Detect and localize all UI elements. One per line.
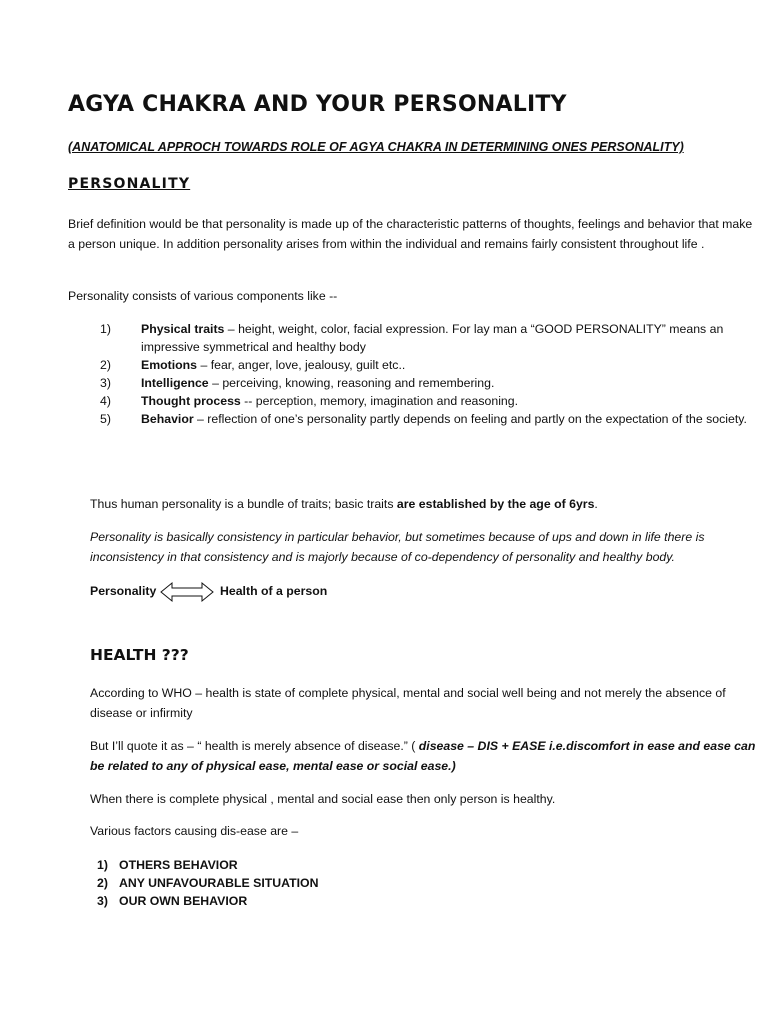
list-item	[100, 410, 760, 428]
list-number: 3)	[97, 894, 108, 908]
health-heading: HEALTH ???	[90, 646, 189, 664]
page-title: AGYA CHAKRA AND YOUR PERSONALITY	[68, 92, 567, 117]
components-intro: Personality consists of various components like --	[68, 289, 338, 303]
list-item	[100, 320, 760, 356]
components-list	[100, 320, 760, 428]
component-term: Thought process	[141, 394, 241, 408]
factors-list	[97, 856, 757, 910]
traits-paragraph	[90, 494, 760, 514]
list-number: 2)	[97, 876, 108, 890]
factor-text: OTHERS BEHAVIOR	[119, 858, 238, 872]
component-text: – perceiving, knowing, reasoning and remembering.	[208, 376, 495, 390]
list-number: 4)	[100, 394, 111, 408]
list-number: 1)	[100, 322, 111, 336]
factor-text: OUR OWN BEHAVIOR	[119, 894, 248, 908]
list-number: 1)	[97, 858, 108, 872]
component-text: -- perception, memory, imagination and reasoning.	[240, 394, 519, 408]
component-text: – reflection of one’s personality partly depends on feeling and partly on the expectation of the society.	[193, 412, 747, 426]
definition-paragraph: Brief definition would be that personality is made up of the characteristic patterns of thoughts, feelings and behavior that make a person unique. In addition personality arises from within the individual and remains fairly consistent throughout life .	[68, 217, 753, 251]
relation-right-label: Health of a person	[220, 584, 328, 598]
traits-end: .	[594, 497, 598, 511]
double-arrow-icon	[160, 581, 214, 603]
quote-italic: disease – DIS + EASE i.e.discomfort in ease and ease can be related to any of physical ease, mental ease or social ease.)	[90, 739, 756, 773]
list-item	[97, 874, 757, 892]
quote-text: But I’ll quote it as – “ health is merely absence of disease.” (	[90, 739, 419, 753]
list-item	[100, 392, 760, 410]
factor-text: ANY UNFAVOURABLE SITUATION	[119, 876, 319, 890]
list-item	[100, 374, 760, 392]
personality-heading: PERSONALITY	[68, 176, 191, 192]
relation-left-label: Personality	[90, 584, 157, 598]
subtitle: (ANATOMICAL APPROCH TOWARDS ROLE OF AGYA CHAKRA IN DETERMINING ONES PERSONALITY)	[68, 140, 684, 154]
list-item	[97, 856, 757, 874]
component-text: – fear, anger, love, jealousy, guilt etc..	[197, 358, 406, 372]
component-term: Physical traits	[141, 322, 225, 336]
consistency-paragraph: Personality is basically consistency in particular behavior, but sometimes because of ups and down in life there is inconsistency in that consistency and is majorly because of co-dependency of personality and healthy body.	[90, 530, 705, 564]
component-text: – height, weight, color, facial expression. For lay man a “GOOD PERSONALITY” means an impressive symmetrical and healthy body	[141, 322, 724, 354]
healthy-paragraph: When there is complete physical , mental and social ease then only person is healthy.	[90, 792, 556, 806]
personality-health-relation	[90, 581, 328, 601]
list-number: 3)	[100, 376, 111, 390]
list-item	[100, 356, 760, 374]
component-term: Behavior	[141, 412, 194, 426]
component-term: Intelligence	[141, 376, 209, 390]
traits-bold: are established by the age of 6yrs	[396, 497, 595, 511]
list-number: 2)	[100, 358, 111, 372]
list-number: 5)	[100, 412, 111, 426]
who-paragraph: According to WHO – health is state of complete physical, mental and social well being and not merely the absence of disease or infirmity	[90, 686, 726, 720]
traits-text: Thus human personality is a bundle of traits; basic traits	[90, 497, 397, 511]
component-term: Emotions	[141, 358, 198, 372]
factors-intro: Various factors causing dis-ease are –	[90, 824, 299, 838]
list-item	[97, 892, 757, 910]
quote-paragraph	[90, 736, 760, 776]
